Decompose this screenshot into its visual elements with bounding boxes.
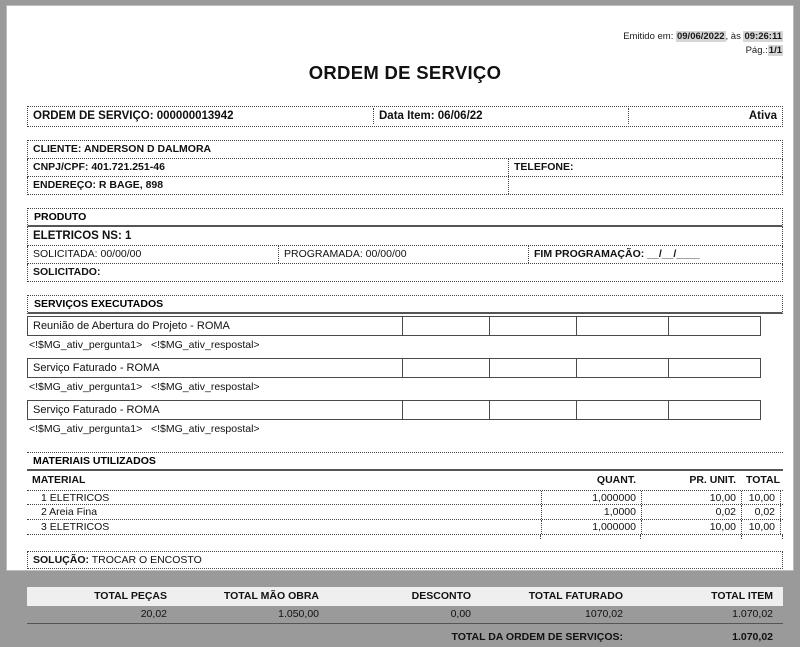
servicos-section-title: SERVIÇOS EXECUTADOS [34,297,164,310]
materiais-footer-spacer [27,535,540,539]
material-name: 1 ELETRICOS [41,491,110,504]
material-quant: 1,000000 [541,520,641,534]
materiais-section-title: MATERIAIS UTILIZADOS [33,454,156,467]
col-header-unit: PR. UNIT. [689,473,736,486]
document-page [6,5,794,643]
produto-dates-row [27,246,783,264]
servico-col-3 [576,316,668,336]
table-row [27,490,783,505]
servico-col-1 [402,400,489,420]
client-phone: TELEFONE: [508,159,782,176]
page-line [27,44,783,58]
table-row [27,316,783,336]
servico-placeholder: <!$MG_ativ_pergunta1> <!$MG_ativ_respostal> [29,338,260,351]
materiais-footer-tick-2 [640,535,741,539]
servico-placeholder: <!$MG_ativ_pergunta1> <!$MG_ativ_respostal> [29,422,260,435]
page-label: Pág.: [745,44,768,56]
value-total-faturado: 1070,02 [585,607,623,620]
value-total-mao-obra: 1.050,00 [278,607,319,620]
servico-name: Serviço Faturado - ROMA [27,358,402,378]
solucao-row [27,551,783,569]
materiais-table-footer [27,535,783,539]
materiais-column-headers [27,474,783,490]
material-name: 3 ELETRICOS [41,520,110,533]
produto-item-row [27,227,783,246]
servicos-section [27,295,783,442]
material-total: 0,02 [741,505,781,519]
client-name: CLIENTE: ANDERSON D DALMORA [33,142,212,155]
order-item-date: Data Item: 06/06/22 [373,108,628,124]
produto-solicitado: SOLICITADO: [33,265,101,278]
materiais-footer-tick-1 [540,535,641,539]
material-unit: 10,00 [641,491,741,504]
material-unit: 0,02 [641,505,741,519]
client-doc-row [27,159,783,177]
grand-total-row [27,627,783,647]
solucao-label: SOLUÇÃO: [33,553,89,566]
emitted-time: 09:26:11 [744,31,782,42]
col-header-total-item: TOTAL ITEM [711,589,773,602]
produto-programada: PROGRAMADA: 00/00/00 [278,246,528,263]
value-total-item: 1.070,02 [732,607,773,620]
col-header-total-pecas: TOTAL PEÇAS [94,589,167,602]
servico-name: Reunião de Abertura do Projeto - ROMA [27,316,402,336]
materiais-section [27,452,783,539]
servico-col-3 [576,358,668,378]
col-header-desconto: DESCONTO [411,589,471,602]
produto-section-title: PRODUTO [34,210,87,223]
value-desconto: 0,00 [450,607,471,620]
servico-col-4 [668,358,761,378]
materiais-footer-tick-3 [741,535,783,539]
emission-info [27,30,783,58]
servicos-table [27,316,783,442]
table-row [27,400,783,420]
grand-total-value: 1.070,02 [732,630,773,643]
table-row [27,505,783,520]
totais-section [27,587,783,647]
order-number: ORDEM DE SERVIÇO: 000000013942 [33,110,234,123]
material-quant: 1,000000 [541,491,641,504]
document-body [27,16,783,647]
material-quant: 1,0000 [541,505,641,519]
produto-section [27,208,783,282]
totais-values-row [27,606,783,624]
client-cnpj: CNPJ/CPF: 401.721.251-46 [33,160,165,173]
col-header-quant: QUANT. [596,473,636,486]
servico-name: Serviço Faturado - ROMA [27,400,402,420]
client-name-row [27,140,783,159]
table-row [27,358,783,378]
materiais-header-row [27,452,783,471]
material-name: 2 Areia Fina [41,505,98,518]
servico-col-1 [402,316,489,336]
servico-col-4 [668,400,761,420]
emitted-mid: , às [725,31,741,42]
client-address-row [27,177,783,195]
page-value: 1/1 [768,44,782,56]
order-summary-bar [27,106,783,127]
produto-solicitado-row [27,264,783,282]
col-header-total: TOTAL [746,473,781,486]
servico-col-3 [576,400,668,420]
servicos-header-row [27,295,783,314]
col-header-total-faturado: TOTAL FATURADO [528,589,623,602]
emitted-date: 09/06/2022 [676,31,725,42]
servico-col-2 [489,316,576,336]
produto-fim-programacao: FIM PROGRAMAÇÃO: __/__/____ [528,246,782,263]
produto-item: ELETRICOS NS: 1 [33,229,132,242]
produto-solicitada: SOLICITADA: 00/00/00 [33,247,142,260]
page-title: ORDEM DE SERVIÇO [308,61,502,83]
material-total: 10,00 [741,491,781,504]
value-total-pecas: 20,02 [140,607,167,620]
client-address-spacer [508,177,782,194]
emitted-label: Emitido em: [623,31,674,42]
status-badge: Ativa [628,108,782,124]
client-block [27,140,783,195]
servico-placeholder: <!$MG_ativ_pergunta1> <!$MG_ativ_respostal> [29,380,260,393]
grand-total-label: TOTAL DA ORDEM DE SERVIÇOS: [451,630,623,643]
totais-column-headers [27,587,783,606]
servico-col-4 [668,316,761,336]
solucao-text [28,552,782,568]
produto-header-row [27,208,783,227]
solucao-value: TROCAR O ENCOSTO [91,553,202,566]
servico-col-2 [489,400,576,420]
servico-col-1 [402,358,489,378]
material-unit: 10,00 [641,520,741,534]
col-header-material: MATERIAL [32,473,86,486]
material-total: 10,00 [741,520,781,534]
col-header-total-mao-obra: TOTAL MÃO OBRA [223,589,319,602]
servico-col-2 [489,358,576,378]
table-row [27,520,783,535]
client-address: ENDEREÇO: R BAGE, 898 [33,178,164,191]
emission-line [27,30,783,44]
